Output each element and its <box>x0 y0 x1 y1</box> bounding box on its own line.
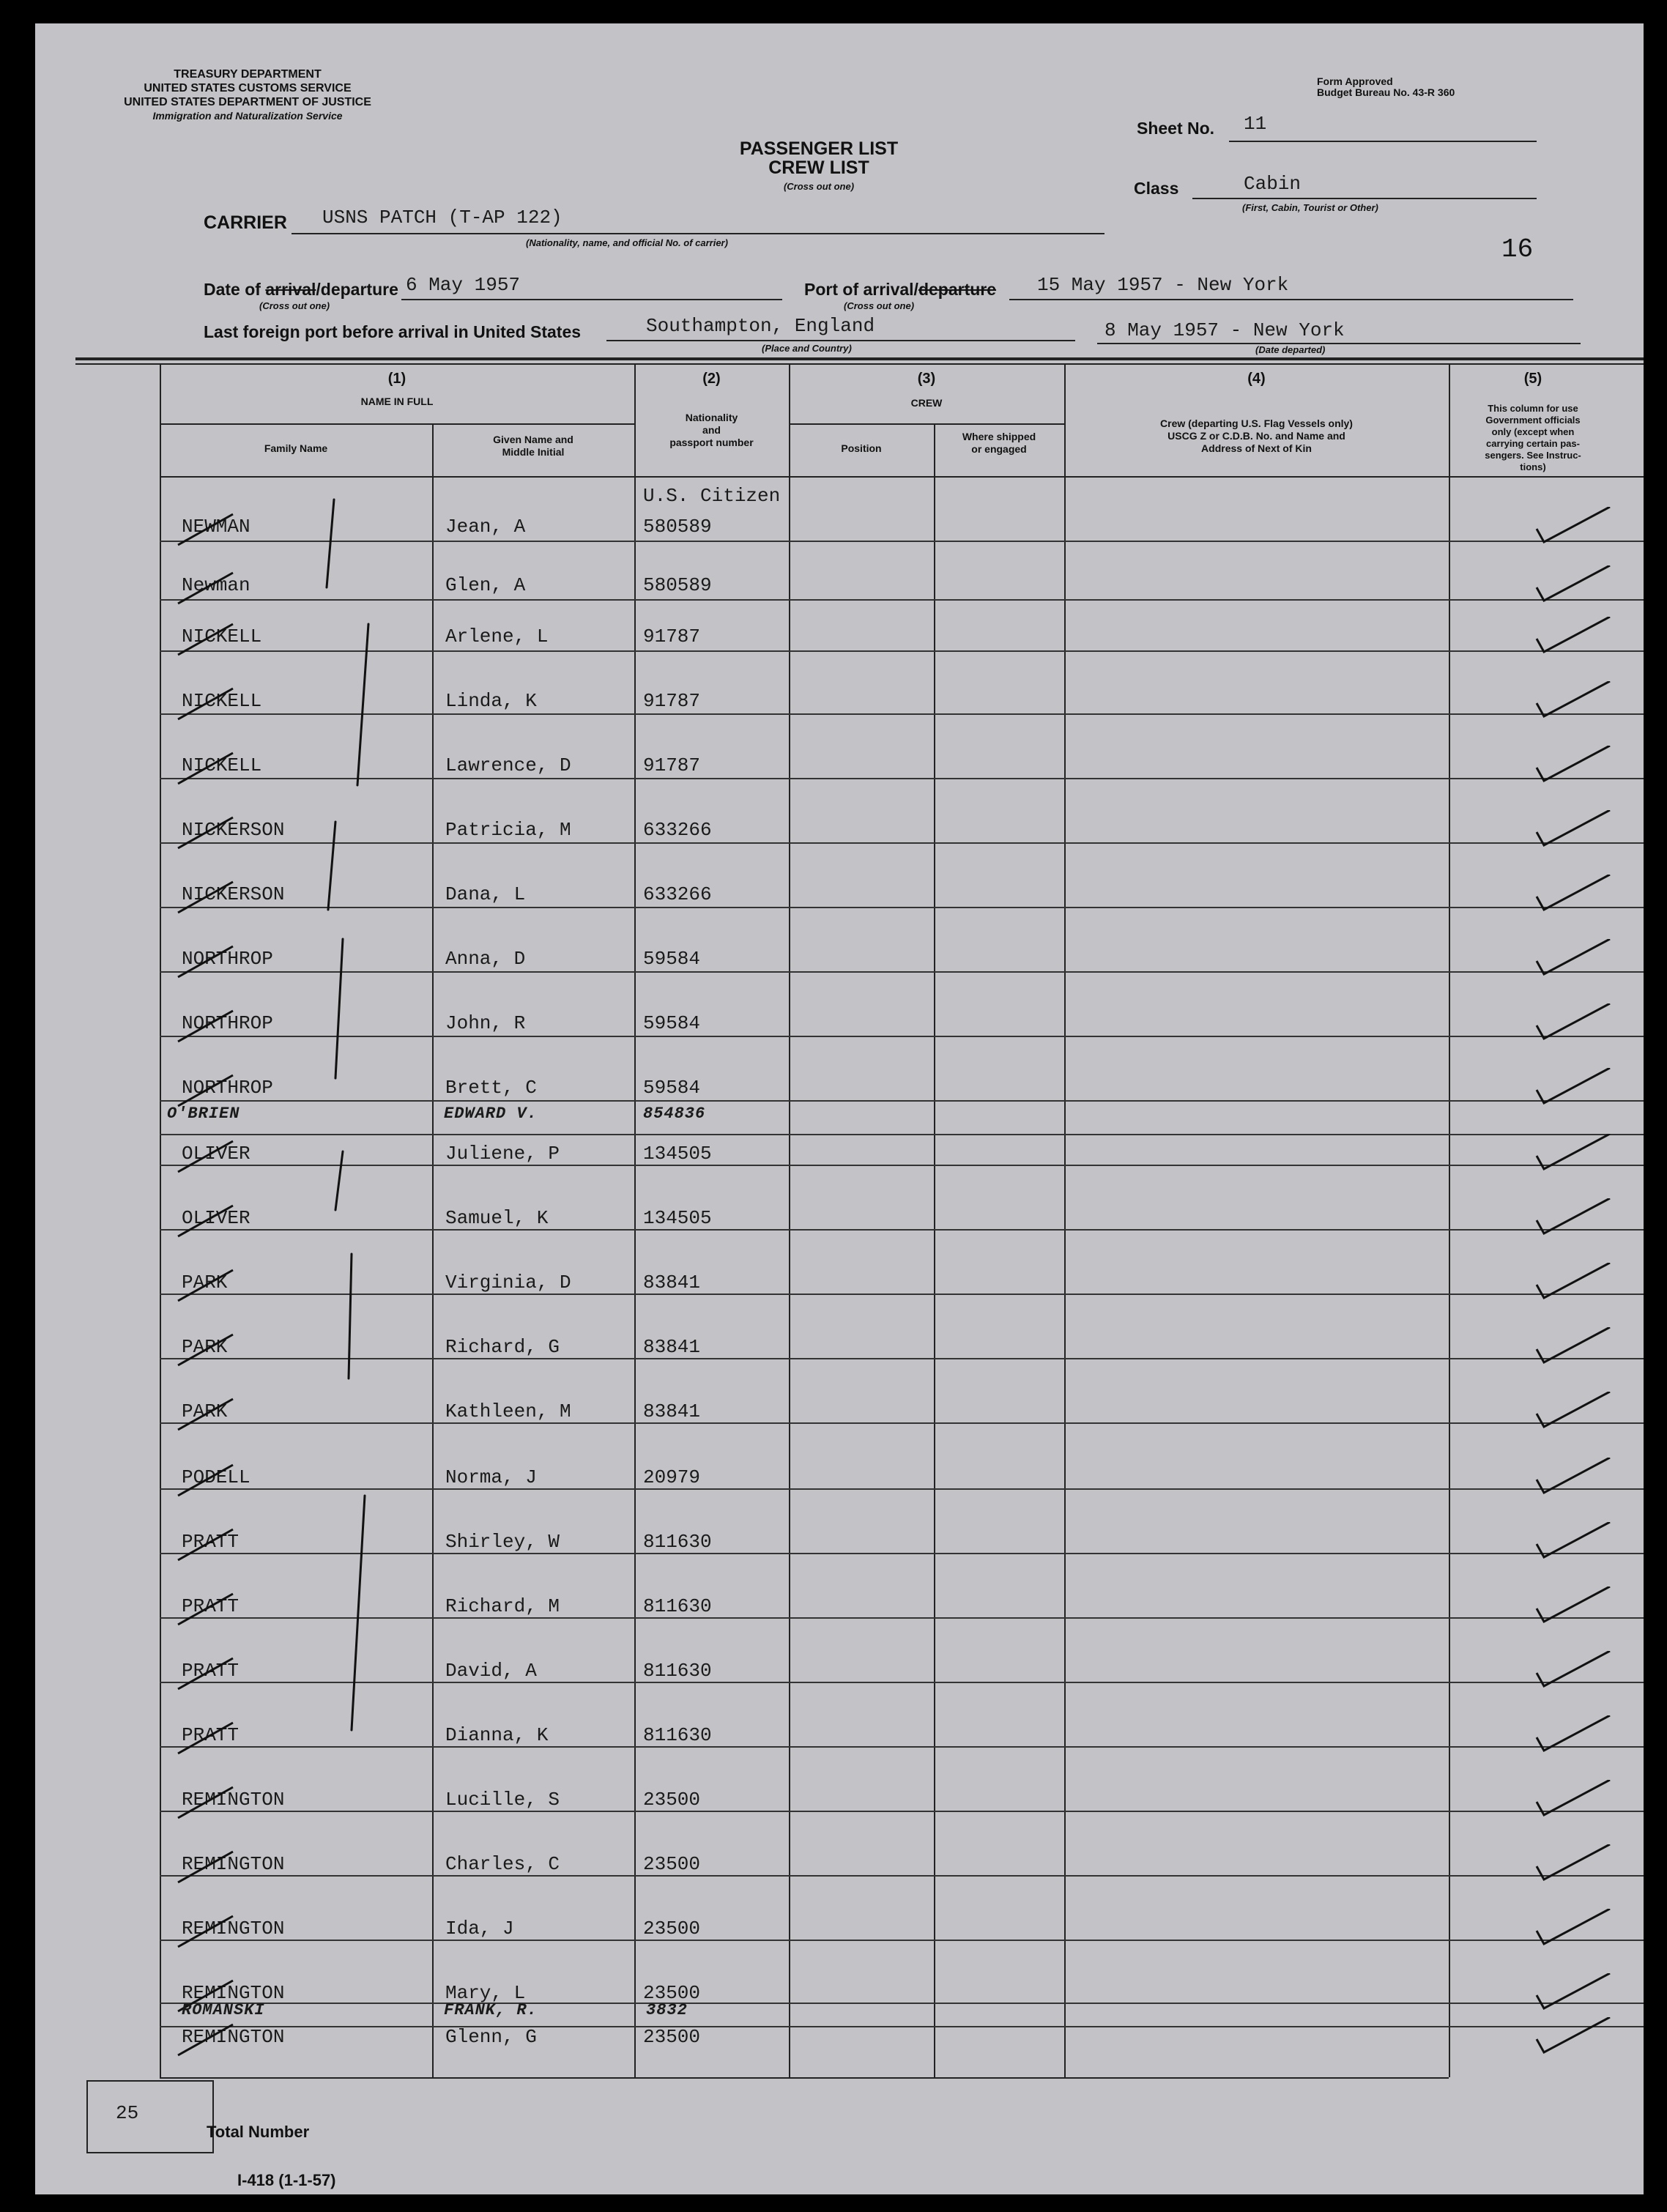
passport-cell: 23500 <box>643 1853 701 1875</box>
class-label: Class <box>1134 179 1179 198</box>
family-name-cell: NORTHROP <box>182 1077 273 1099</box>
given-name-cell: Arlene, L <box>445 626 549 647</box>
passport-cell: 811630 <box>643 1595 712 1617</box>
handwritten-family-2: ROMANSKI <box>182 2001 265 2019</box>
given-name-cell: Samuel, K <box>445 1207 549 1229</box>
given-name-cell: Dianna, K <box>445 1724 549 1746</box>
port-label-pre: Port of arrival/ <box>804 280 918 299</box>
port-label-struck: departure <box>918 280 997 299</box>
agency-line-3: UNITED STATES DEPARTMENT OF JUSTICE <box>124 96 371 108</box>
class-value: Cabin <box>1244 173 1302 195</box>
col5-line-4: carrying certain pas- <box>1486 438 1580 449</box>
col5-line-2: Government officials <box>1485 415 1581 426</box>
given-name-cell: Linda, K <box>445 690 537 712</box>
family-name-cell: REMINGTON <box>182 1918 285 1940</box>
family-name-cell: PARK <box>182 1336 228 1358</box>
sheet-value: 11 <box>1244 113 1267 135</box>
family-name-cell: OLIVER <box>182 1143 250 1165</box>
handwritten-passport-2: 3832 <box>646 2001 688 2019</box>
title-crew-list: CREW LIST <box>768 157 869 178</box>
passport-cell: 23500 <box>643 1982 701 2004</box>
family-name-cell: Newman <box>182 574 250 596</box>
total-value: 25 <box>116 2102 139 2124</box>
col1a-label: Family Name <box>264 442 328 454</box>
passport-cell: 580589 <box>643 516 712 538</box>
tally-stroke <box>327 500 334 587</box>
given-name-cell: Anna, D <box>445 948 526 970</box>
given-name-cell: Richard, M <box>445 1595 560 1617</box>
pen-marks <box>35 23 1644 2194</box>
family-name-cell: NORTHROP <box>182 948 273 970</box>
passport-cell: 59584 <box>643 1012 701 1034</box>
table-bottom-rule <box>160 2077 1449 2079</box>
passenger-table <box>35 23 1644 2194</box>
family-name-cell: NICKERSON <box>182 883 285 905</box>
given-name-cell: Mary, L <box>445 1982 526 2004</box>
given-name-cell: Lawrence, D <box>445 754 571 776</box>
passport-cell: 91787 <box>643 754 701 776</box>
col4-line-2: USCG Z or C.D.B. No. and Name and <box>1167 430 1345 442</box>
family-name-cell: PRATT <box>182 1531 240 1553</box>
family-name-cell: NORTHROP <box>182 1012 273 1034</box>
family-name-cell: REMINGTON <box>182 2026 285 2048</box>
given-name-cell: Juliene, P <box>445 1143 560 1165</box>
given-name-cell: Charles, C <box>445 1853 560 1875</box>
col1-number: (1) <box>387 371 406 387</box>
given-name-cell: Brett, C <box>445 1077 537 1099</box>
tally-stroke <box>357 624 368 785</box>
family-name-cell: NICKELL <box>182 690 262 712</box>
handwritten-given-2: FRANK, R. <box>444 2001 538 2019</box>
given-name-cell: Richard, G <box>445 1336 560 1358</box>
title-passenger-list: PASSENGER LIST <box>739 138 899 159</box>
form-number: I-418 (1-1-57) <box>237 2171 336 2189</box>
col5-line-1: This column for use <box>1488 403 1578 414</box>
col2-line-2: and <box>702 424 721 436</box>
family-name-cell: REMINGTON <box>182 1982 285 2004</box>
col5-line-6: tions) <box>1520 461 1546 472</box>
family-name-cell: NEWMAN <box>182 516 250 538</box>
passport-cell: 83841 <box>643 1272 701 1294</box>
handwritten-passport-1: 854836 <box>643 1105 706 1123</box>
class-note: (First, Cabin, Tourist or Other) <box>1242 202 1378 213</box>
given-name-cell: Shirley, W <box>445 1531 560 1553</box>
tally-stroke <box>335 939 343 1078</box>
given-name-cell: Jean, A <box>445 516 526 538</box>
family-name-cell: PRATT <box>182 1724 240 1746</box>
passport-cell: 134505 <box>643 1207 712 1229</box>
last-port-value: Southampton, England <box>646 315 875 337</box>
family-name-cell: NICKELL <box>182 754 262 776</box>
passport-cell: 23500 <box>643 1789 701 1811</box>
corner-number: 16 <box>1501 234 1534 264</box>
date-departed-note: (Date departed) <box>1255 344 1326 355</box>
passport-cell: 91787 <box>643 626 701 647</box>
col1-label: NAME IN FULL <box>360 396 434 407</box>
passport-cell: 91787 <box>643 690 701 712</box>
carrier-label: CARRIER <box>204 212 287 233</box>
passport-cell: 59584 <box>643 1077 701 1099</box>
total-box <box>86 2080 214 2153</box>
given-name-cell: Kathleen, M <box>445 1400 571 1422</box>
col5-line-3: only (except when <box>1491 426 1575 437</box>
form-approved-line-1: Form Approved <box>1317 75 1393 87</box>
col3-label: CREW <box>910 397 943 409</box>
col4-line-1: Crew (departing U.S. Flag Vessels only) <box>1160 417 1353 429</box>
carrier-value: USNS PATCH (T-AP 122) <box>322 207 563 229</box>
given-name-cell: John, R <box>445 1012 526 1034</box>
tally-strokes <box>327 500 368 1730</box>
sheet-label: Sheet No. <box>1137 119 1215 138</box>
col2-line-1: Nationality <box>685 412 738 423</box>
tally-stroke <box>349 1254 352 1378</box>
given-name-cell: Norma, J <box>445 1466 537 1488</box>
form-approved-line-2: Budget Bureau No. 43-R 360 <box>1317 86 1455 98</box>
col4-number: (4) <box>1247 371 1266 387</box>
col3-number: (3) <box>917 371 936 387</box>
family-name-cell: NICKELL <box>182 626 262 647</box>
last-port-note: (Place and Country) <box>762 343 852 354</box>
family-name-cell: NICKERSON <box>182 819 285 841</box>
passport-cell: 134505 <box>643 1143 712 1165</box>
family-name-cell: PRATT <box>182 1660 240 1682</box>
passenger-list-form <box>35 23 1644 2194</box>
given-name-cell: Glen, A <box>445 574 526 596</box>
given-name-cell: Virginia, D <box>445 1272 571 1294</box>
passport-cell: 83841 <box>643 1336 701 1358</box>
tally-stroke <box>328 822 335 910</box>
date-value: 6 May 1957 <box>406 274 521 296</box>
title-note: (Cross out one) <box>783 181 855 192</box>
family-name-cell: REMINGTON <box>182 1789 285 1811</box>
date-note: (Cross out one) <box>259 300 330 311</box>
passport-cell: 20979 <box>643 1466 701 1488</box>
col4-line-3: Address of Next of Kin <box>1201 442 1312 454</box>
passport-cell: 811630 <box>643 1531 712 1553</box>
col2-number: (2) <box>702 371 721 387</box>
family-name-cell: PARK <box>182 1400 228 1422</box>
passport-cell: 83841 <box>643 1400 701 1422</box>
passport-cell: 580589 <box>643 574 712 596</box>
port-value: 15 May 1957 - New York <box>1037 274 1289 296</box>
given-name-cell: Patricia, M <box>445 819 571 841</box>
agency-line-2: UNITED STATES CUSTOMS SERVICE <box>144 82 352 94</box>
given-name-cell: Glenn, G <box>445 2026 537 2048</box>
col1b-line-1: Given Name and <box>493 434 573 445</box>
passport-cell: 811630 <box>643 1724 712 1746</box>
col3a-label: Position <box>841 442 882 454</box>
date-departed-value: 8 May 1957 - New York <box>1104 319 1345 341</box>
family-name-cell: PARK <box>182 1272 228 1294</box>
total-label: Total Number <box>207 2123 310 2141</box>
passport-cell: 633266 <box>643 819 712 841</box>
agency-line-1: TREASURY DEPARTMENT <box>174 68 322 81</box>
passport-cell: 633266 <box>643 883 712 905</box>
family-name-cell: REMINGTON <box>182 1853 285 1875</box>
passport-cell: 59584 <box>643 948 701 970</box>
given-name-cell: Lucille, S <box>445 1789 560 1811</box>
family-name-cell: OLIVER <box>182 1207 250 1229</box>
passport-cell: 23500 <box>643 2026 701 2048</box>
col5-number: (5) <box>1523 371 1542 387</box>
agency-line-4: Immigration and Naturalization Service <box>152 110 343 122</box>
given-name-cell: Ida, J <box>445 1918 514 1940</box>
date-label-post: /departure <box>316 280 398 299</box>
col1b-line-2: Middle Initial <box>502 446 565 458</box>
carrier-note: (Nationality, name, and official No. of carrier) <box>526 237 728 248</box>
last-port-label: Last foreign port before arrival in United States <box>204 322 582 341</box>
handwritten-given-1: EDWARD V. <box>444 1105 538 1123</box>
tally-stroke <box>335 1151 343 1210</box>
port-note: (Cross out one) <box>844 300 915 311</box>
given-name-cell: Dana, L <box>445 883 526 905</box>
date-label-struck: arrival <box>265 280 316 299</box>
handwritten-family-1: O'BRIEN <box>167 1105 240 1123</box>
nationality-header: U.S. Citizen <box>643 485 781 507</box>
given-name-cell: David, A <box>445 1660 537 1682</box>
col2-line-3: passport number <box>669 437 754 448</box>
family-name-cell: PODELL <box>182 1466 250 1488</box>
col3b-line-2: or engaged <box>971 443 1027 455</box>
passport-cell: 811630 <box>643 1660 712 1682</box>
family-name-cell: PRATT <box>182 1595 240 1617</box>
date-label-pre: Date of <box>204 280 266 299</box>
tally-stroke <box>352 1496 365 1730</box>
col3b-line-1: Where shipped <box>962 431 1036 442</box>
passport-cell: 23500 <box>643 1918 701 1940</box>
col5-line-5: sengers. See Instruc- <box>1485 450 1581 461</box>
